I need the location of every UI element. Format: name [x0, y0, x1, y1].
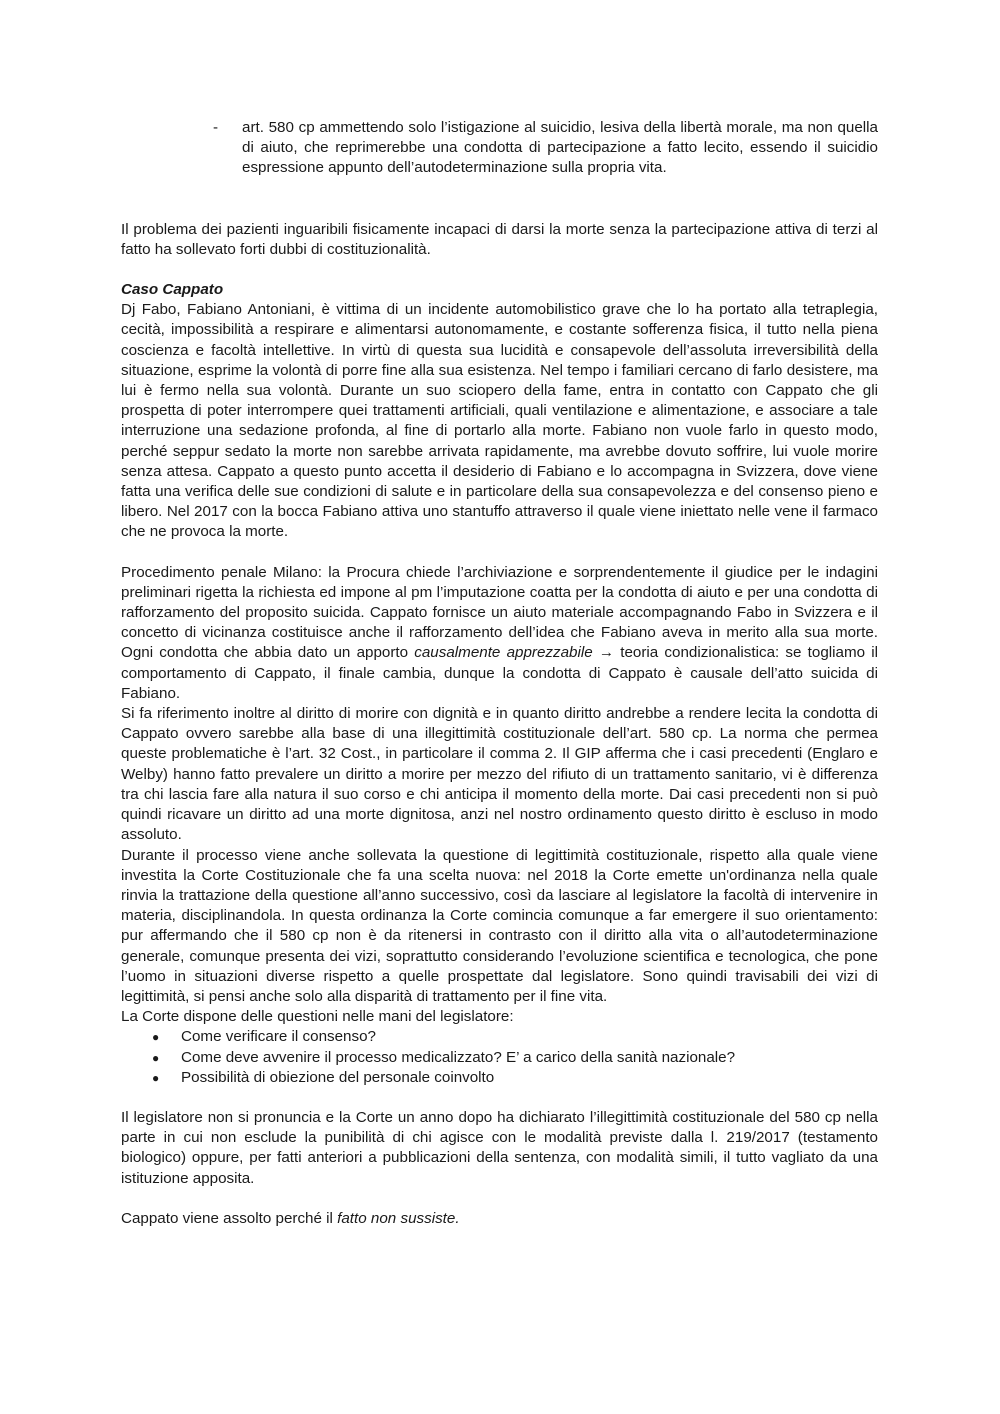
- bullet-marker: ●: [152, 1050, 160, 1065]
- right-to-die-paragraph: Si fa riferimento inoltre al diritto di morire con dignità e in quanto diritto andrebbe a rendere lecita la condotta di Cappato ovvero sarebbe alla base di una illegittimità costituzionale dell’art. 580 cp. La norma che permea queste problematiche è l’art. 32 Cost., in particolare il comma 2. Il GIP afferma che i casi precedenti (Englaro e Welby) hanno fatto prevalere un diritto a morire per mezzo del rifiuto di un trattamento sanitario, vi è differenza tra chi lascia fare alla natura il suo corso e chi anticipa il momento della morte. Dai casi precedenti non si può quindi ricavare un diritto ad una morte dignitosa, anzi nel nostro ordinamento questo diritto è escluso in modo assoluto.: [121, 705, 878, 844]
- dash-list-item: [121, 118, 878, 179]
- final-sentence: [121, 1209, 878, 1229]
- court-paragraph: Durante il processo viene anche sollevata la questione di legittimità costituzionale, rispetto alla quale viene investita la Corte Costituzionale che fa una scelta nuova: nel 2018 la Corte emette un'ordinanza nella quale rinvia la trattazione della questione all’anno successivo, così da lasciare al legislatore la facoltà di intervenire in materia, disciplinandola. In questa ordinanza la Corte comincia comunque a far emergere il suo orientamento: pur affermando che il 580 cp non è da ritenersi in contrasto con il diritto alla vita o all’autodeterminazione generale, comunque presenta dei vizi, soprattutto considerando l’evoluzione scientifica e tecnologica, che pone l’uomo in situazioni diverse rispetto a quelle prospettate dal legislatore. Sono quindi travisabili dei vizi di legittimità, si pensi anche solo alla disparità di trattamento per il fine vita.: [121, 846, 878, 1005]
- list-item: [121, 1048, 878, 1068]
- list-item-text: Come verificare il consenso?: [181, 1028, 376, 1046]
- list-item-text: Possibilità di obiezione del personale coinvolto: [181, 1068, 495, 1086]
- list-item: [121, 1068, 878, 1088]
- bullet-marker: ●: [152, 1030, 160, 1045]
- intro-paragraph: Il problema dei pazienti inguaribili fisicamente incapaci di darsi la morte senza la partecipazione attiva di terzi al fatto ha sollevato forti dubbi di costituzionalità.: [121, 220, 878, 258]
- section-heading: Caso Cappato: [121, 281, 224, 299]
- spacer: [121, 543, 878, 563]
- case-paragraph: Dj Fabo, Fabiano Antoniani, è vittima di un incidente automobilistico grave che lo ha portato alla tetraplegia, cecità, impossibilità a respirare e alimentarsi autonomamente, e costante sofferenza fisica, il tutto nella piena coscienza e facoltà intellettive. In virtù di questa sua lucidità e consapevole dell’assoluta irreversibilità della situazione, esprime la volontà di porre fine alla sua esistenza. Nel tempo i familiari cercano di farlo desistere, ma lui è fermo nella sua volontà. Durante un suo sciopero della fame, entra in contatto con Cappato che gli prospetta di poter interrompere quei trattamenti artificiali, quali ventilazione e alimentazione, e associare a tale interruzione una sedazione profonda, al fine di portarlo alla morte. Fabiano non vuole farlo in questo modo, perché seppur sedato la morte non sarebbe arrivata rapidamente, ma avrebbe dovuto soffrire, lui vuole morire senza attesa. Cappato a questo punto accetta il desiderio di Fabiano e lo accompagna in Svizzera, dove viene fatta una verifica delle sue condizioni di salute e in particolare della sua consapevolezza e del consenso pieno e libero. Nel 2017 con la bocca Fabiano attiva uno stantuffo attraverso il quale viene iniettato nelle vene il farmaco che ne provoca la morte.: [121, 301, 878, 541]
- bullet-marker: ●: [152, 1070, 160, 1085]
- spacer: [121, 1088, 878, 1108]
- spacer: [121, 179, 878, 220]
- list-intro: La Corte dispone delle questioni nelle mani del legislatore:: [121, 1008, 514, 1026]
- list-item: [121, 1027, 878, 1047]
- procedure-paragraph: [121, 563, 878, 704]
- document-page: [121, 118, 878, 1229]
- final-text: Cappato viene assolto perché il: [121, 1209, 338, 1227]
- final-italic-text: fatto non sussiste.: [337, 1209, 460, 1227]
- legislator-paragraph: Il legislatore non si pronuncia e la Corte un anno dopo ha dichiarato l’illegittimità costituzionale del 580 cp nella parte in cui non esclude la punibilità di chi agisce con le modalità previste dalla l. 219/2017 (testamento biologico) oppure, per fatti anteriori a pubblicazioni della sentenza, con modalità simili, il tutto vagliato da una istituzione apposita.: [121, 1108, 878, 1187]
- procedure-italic-term: causalmente apprezzabile: [414, 644, 593, 662]
- procedure-text-end: → teoria condizionalistica: se togliamo il comportamento di Cappato, il finale cambia, dunque la condotta di Cappato è causale dell’atto suicida di Fabiano.: [121, 644, 878, 702]
- dash-item-text: art. 580 cp ammettendo solo l’istigazione al suicidio, lesiva della libertà morale, ma non quella di aiuto, che reprimerebbe una condotta di partecipazione a fatto lecito, essendo il suicidio espressione appunto dell’autodeterminazione sulla propria vita.: [242, 119, 878, 177]
- procedure-text-start: Procedimento penale Milano: la Procura chiede l’archiviazione e sorprendentemente il giudice per le indagini preliminari rigetta la richiesta ed impone al pm l’imputazione coatta per la condotta di aiuto e per una condotta di rafforzamento del proposito suicida. Cappato fornisce un aiuto materiale accompagnando Fabo in Svizzera e il concetto di vicinanza costituisce anche il rafforzamento dell’idea che Fabiano aveva in merito alla sua morte. Ogni condotta che abbia dato un apporto: [121, 563, 878, 662]
- bullet-list: [121, 1027, 878, 1088]
- spacer: [121, 260, 878, 280]
- dash-marker: -: [213, 119, 219, 136]
- spacer: [121, 1189, 878, 1209]
- list-item-text: Come deve avvenire il processo medicalizzato? E’ a carico della sanità nazionale?: [181, 1048, 736, 1066]
